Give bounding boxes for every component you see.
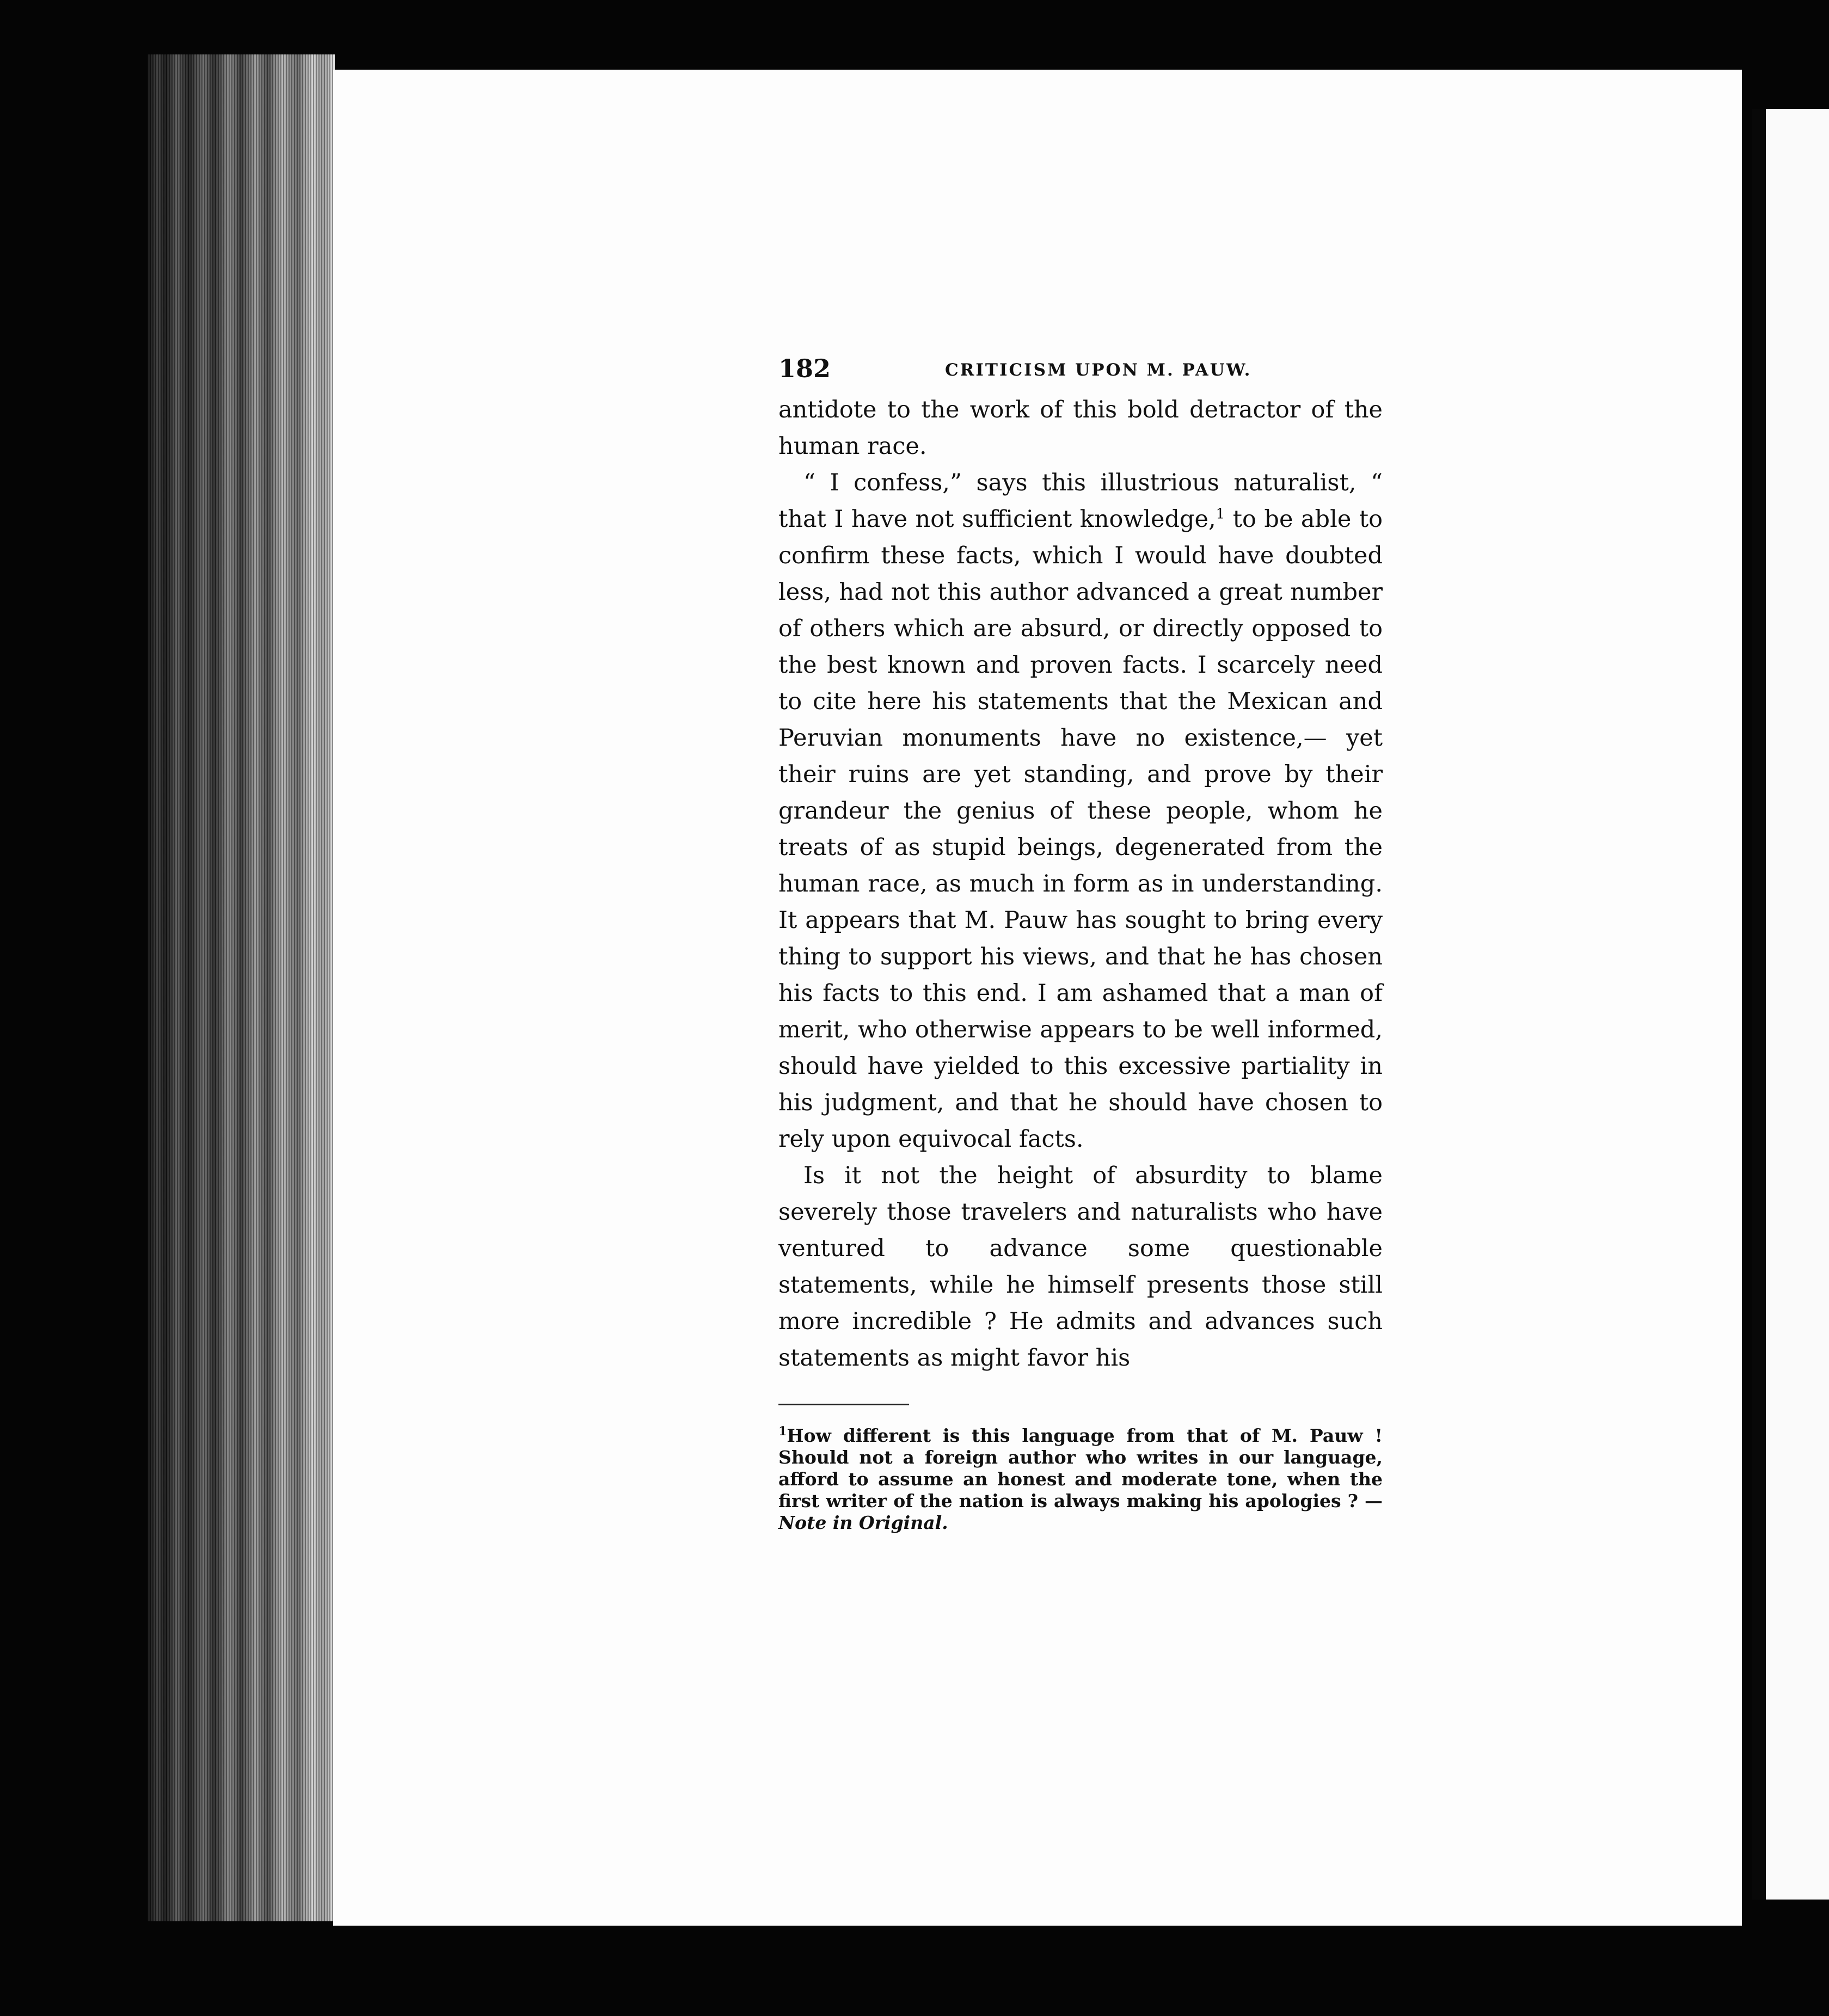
body-text [778, 392, 1383, 1376]
paragraph-continuation: antidote to the work of this bold detractor of the human race. [778, 396, 1383, 460]
quote-continuation: to be able to confirm these facts, which I would have doubted less, had not this author advanced a great number of others which are absurd, or directly opposed to the best known and proven facts. I scarcely need to cite here his statements that the Mexican and Peruvian monuments have no existence,— yet their ruins are yet standing, and prove by their grandeur the genius of these people, whom he treats of as stupid beings, degenerated from the human race, as much in form as in understanding. It appears that M. Pauw has sought to bring every thing to support his views, and that he has chosen his facts to this end. I am ashamed that a man of merit, who otherwise appears to be well informed, should have yielded to this excessive partiality in his judgment, and that he should have chosen to rely upon equivocal facts. [778, 506, 1383, 1153]
page-header [778, 354, 1383, 392]
paragraph-rebuttal: Is it not the height of absurdity to blame severely those travelers and naturalists who have ventured to advance some questionable statements, while he himself presents those still more incredible ? He admits and advances such statements as might favor his [778, 1162, 1383, 1372]
footnote-text: How different is this language from that of M. Pauw ! Should not a foreign author who writes in our language, afford to assume an honest and moderate tone, when the first writer of the nation is always making his apologies ? — [778, 1425, 1383, 1511]
footnote-attribution: Note in Original. [778, 1512, 948, 1533]
footnote-mark: 1 [778, 1424, 787, 1439]
paragraph-quote [778, 465, 1383, 1158]
page-number: 182 [778, 354, 831, 383]
page-text-block [778, 354, 1383, 1534]
facing-page-edge [1752, 109, 1829, 1900]
footnote [778, 1421, 1383, 1534]
book-page-edges [147, 54, 335, 1921]
running-head: CRITICISM UPON M. PAUW. [945, 360, 1252, 380]
quote-opening: “ I confess,” says this illustrious naturalist, “ that I have not sufficient knowledge, [778, 469, 1383, 533]
footnote-divider [778, 1404, 909, 1405]
footnote-reference: 1 [1216, 506, 1225, 523]
